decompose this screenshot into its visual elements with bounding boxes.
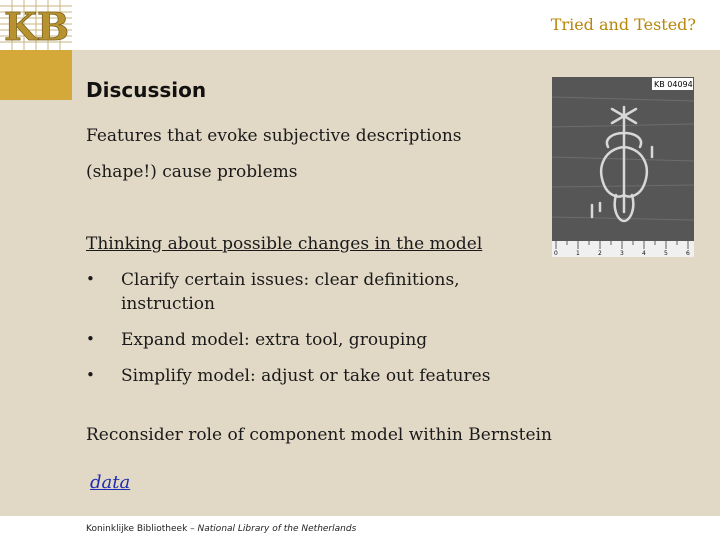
bullet-dot: • bbox=[86, 330, 95, 348]
slide-heading: Discussion bbox=[86, 78, 207, 102]
text-line-1: Features that evoke subjective descriptions bbox=[86, 126, 462, 146]
watermark-photo bbox=[552, 77, 694, 257]
footer-subtitle: National Library of the Netherlands bbox=[197, 524, 357, 534]
ruler-label: 0 bbox=[554, 250, 558, 257]
data-link[interactable]: data bbox=[90, 472, 131, 493]
bullet-text: Simplify model: adjust or take out features bbox=[121, 366, 491, 386]
ruler-label: 1 bbox=[576, 250, 580, 257]
bullet-text: Expand model: extra tool, grouping bbox=[121, 330, 428, 350]
bullet-text: Clarify certain issues: clear definitions, instruction bbox=[121, 270, 460, 314]
svg-text:KB: KB bbox=[4, 4, 70, 49]
bullet-dot: • bbox=[86, 366, 95, 384]
accent-block bbox=[0, 50, 72, 100]
bullet-dot: • bbox=[86, 270, 95, 288]
ruler-label: 2 bbox=[598, 250, 602, 257]
header-title: Tried and Tested? bbox=[550, 15, 696, 34]
subheading: Thinking about possible changes in the model bbox=[86, 234, 483, 254]
ruler-label: 5 bbox=[664, 250, 668, 257]
footer-separator: – bbox=[187, 524, 198, 534]
ruler-label: 6 bbox=[686, 250, 690, 257]
closing-text: Reconsider role of component model within Bernstein bbox=[86, 425, 552, 445]
kb-logo bbox=[0, 0, 72, 50]
svg-text:KB 04094: KB 04094 bbox=[654, 80, 693, 89]
footer-text bbox=[86, 524, 356, 534]
ruler-label: 3 bbox=[620, 250, 624, 257]
footer-org: Koninklijke Bibliotheek bbox=[86, 524, 188, 534]
text-line-2: (shape!) cause problems bbox=[86, 162, 298, 182]
ruler-label: 4 bbox=[642, 250, 646, 257]
